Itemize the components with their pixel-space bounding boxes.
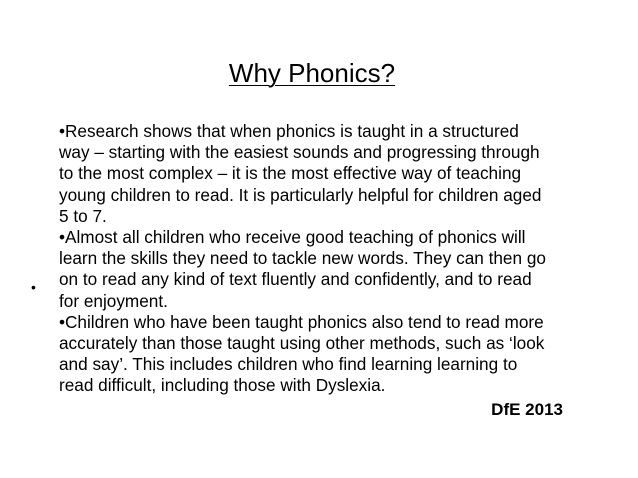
stray-bullet: • (31, 279, 36, 295)
paragraph-line: •Almost all children who receive good teaching of phonics will (59, 227, 526, 248)
paragraph-line: read difficult, including those with Dyslexia. (59, 375, 386, 396)
paragraph-line: •Research shows that when phonics is taught in a structured (59, 121, 519, 141)
paragraph-line: for enjoyment. (59, 290, 168, 311)
paragraph-research (59, 121, 569, 227)
paragraph-line: to the most complex – it is the most effective way of teaching (59, 163, 522, 184)
paragraph-skills (59, 227, 569, 312)
slide-title: Why Phonics? (228, 58, 396, 88)
paragraph-line: learn the skills they need to tackle new words. They can then go (59, 248, 546, 269)
paragraph-line: accurately than those taught using other methods, such as ‘look (59, 333, 545, 354)
paragraph-line: way – starting with the easiest sounds and progressing through (59, 142, 540, 163)
paragraph-line: 5 to 7. (59, 205, 107, 226)
slide-body (59, 121, 569, 397)
paragraph-accuracy (59, 312, 569, 397)
paragraph-line: on to read any kind of text fluently and confidently, and to read (59, 269, 532, 290)
paragraph-line: and say’. This includes children who find learning learning to (59, 354, 518, 375)
paragraph-line: young children to read. It is particularly helpful for children aged (59, 184, 542, 205)
source-attribution: DfE 2013 (491, 400, 563, 419)
paragraph-line: •Children who have been taught phonics also tend to read more (59, 311, 544, 332)
